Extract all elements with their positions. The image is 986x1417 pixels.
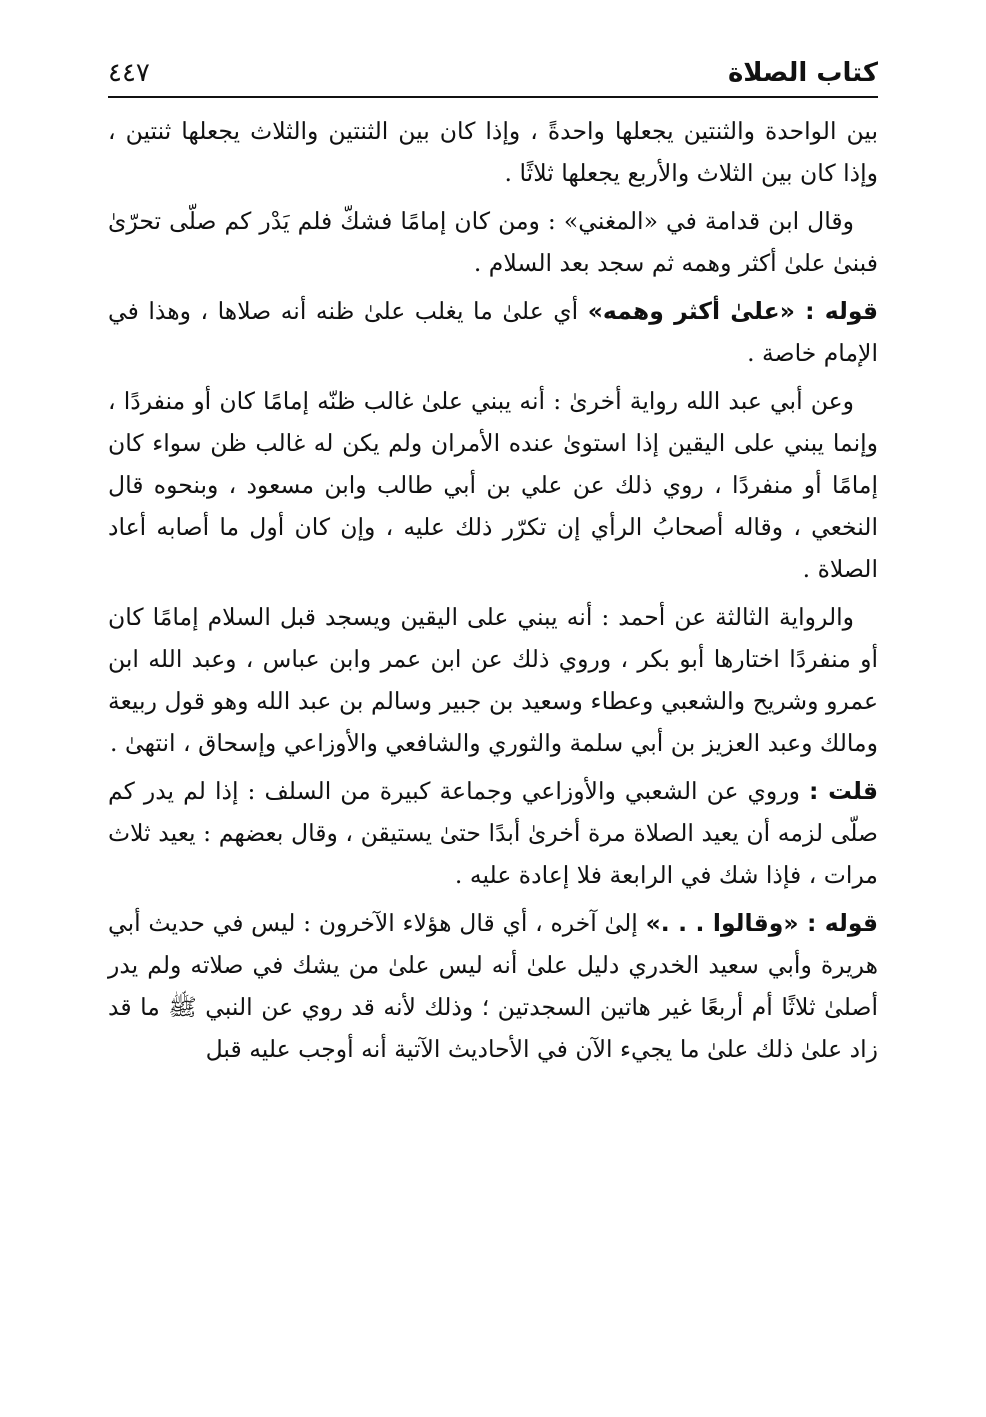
page-number: ٤٤٧ (108, 58, 150, 88)
paragraph-text: وروي عن الشعبي والأوزاعي وجماعة كبيرة من السلف : إذا لم يدر كم صلّى لزمه أن يعيد الصلاة مرة أخرىٰ أبدًا حتىٰ يستيقن ، وقال بعضهم : يعيد ثلاث مرات ، فإذا شك في الرابعة فلا إعادة عليه . (108, 777, 878, 889)
paragraph-text: بين الواحدة والثنتين يجعلها واحدةً ، وإذا كان بين الثنتين والثلاث يجعلها ثنتين ، وإذا كان بين الثلاث والأربع يجعلها ثلاثًا . (108, 117, 878, 187)
paragraph-lead: قوله : «وقالوا . . .» (645, 909, 879, 937)
paragraph-2 (108, 200, 878, 284)
paragraph-text: والرواية الثالثة عن أحمد : أنه يبني على اليقين ويسجد قبل السلام إمامًا كان أو منفردًا اختارها أبو بكر ، وروي ذلك عن ابن عمر وابن عباس ، وعبد الله ابن عمرو وشريح والشعبي وعطاء وسعيد بن جبير وسالم بن عبد الله وهو قول ربيعة ومالك وعبد العزيز بن أبي سلمة والثوري والشافعي والأوزاعي وإسحاق ، انتهىٰ . (108, 603, 878, 757)
paragraph-4 (108, 380, 878, 590)
paragraph-lead: قلت : (809, 777, 878, 805)
paragraph-6 (108, 770, 878, 896)
paragraph-3 (108, 290, 878, 374)
paragraph-text: وقال ابن قدامة في «المغني» : ومن كان إمامًا فشكّ فلم يَدْر كم صلّى تحرّىٰ فبنىٰ علىٰ أكثر وهمه ثم سجد بعد السلام . (108, 207, 878, 277)
book-page (108, 52, 878, 1372)
paragraph-7 (108, 902, 878, 1070)
paragraph-text: إلىٰ آخره ، أي قال هؤلاء الآخرون : ليس في حديث أبي هريرة وأبي سعيد الخدري دليل علىٰ أنه ليس علىٰ من يشك في صلاته ولم يدر أصلىٰ ثلاثًا أم أربعًا غير هاتين السجدتين ؛ وذلك لأنه قد روي عن النبي ﷺ ما قد زاد علىٰ ذلك علىٰ ما يجيء الآن في الأحاديث الآتية أنه أوجب عليه قبل (108, 909, 878, 1063)
paragraph-5 (108, 596, 878, 764)
paragraph-lead: قوله : «علىٰ أكثر وهمه» (587, 297, 878, 325)
paragraph-text: وعن أبي عبد الله رواية أخرىٰ : أنه يبني علىٰ غالب ظنّه إمامًا كان أو منفردًا ، وإنما يبني على اليقين إذا استوىٰ عنده الأمران ولم يكن له غالب ظن سواء كان إمامًا أو منفردًا ، روي ذلك عن علي بن أبي طالب وابن مسعود ، وبنحوه قال النخعي ، وقاله أصحابُ الرأي إن تكرّر ذلك عليه ، وإن كان أول ما أصابه أعاد الصلاة . (108, 387, 878, 583)
paragraph-1 (108, 110, 878, 194)
chapter-title: كتاب الصلاة (727, 58, 878, 88)
page-header (108, 52, 878, 98)
page-body (108, 110, 878, 1070)
paragraph-text: أي علىٰ ما يغلب علىٰ ظنه أنه صلاها ، وهذا في الإمام خاصة . (108, 297, 878, 367)
